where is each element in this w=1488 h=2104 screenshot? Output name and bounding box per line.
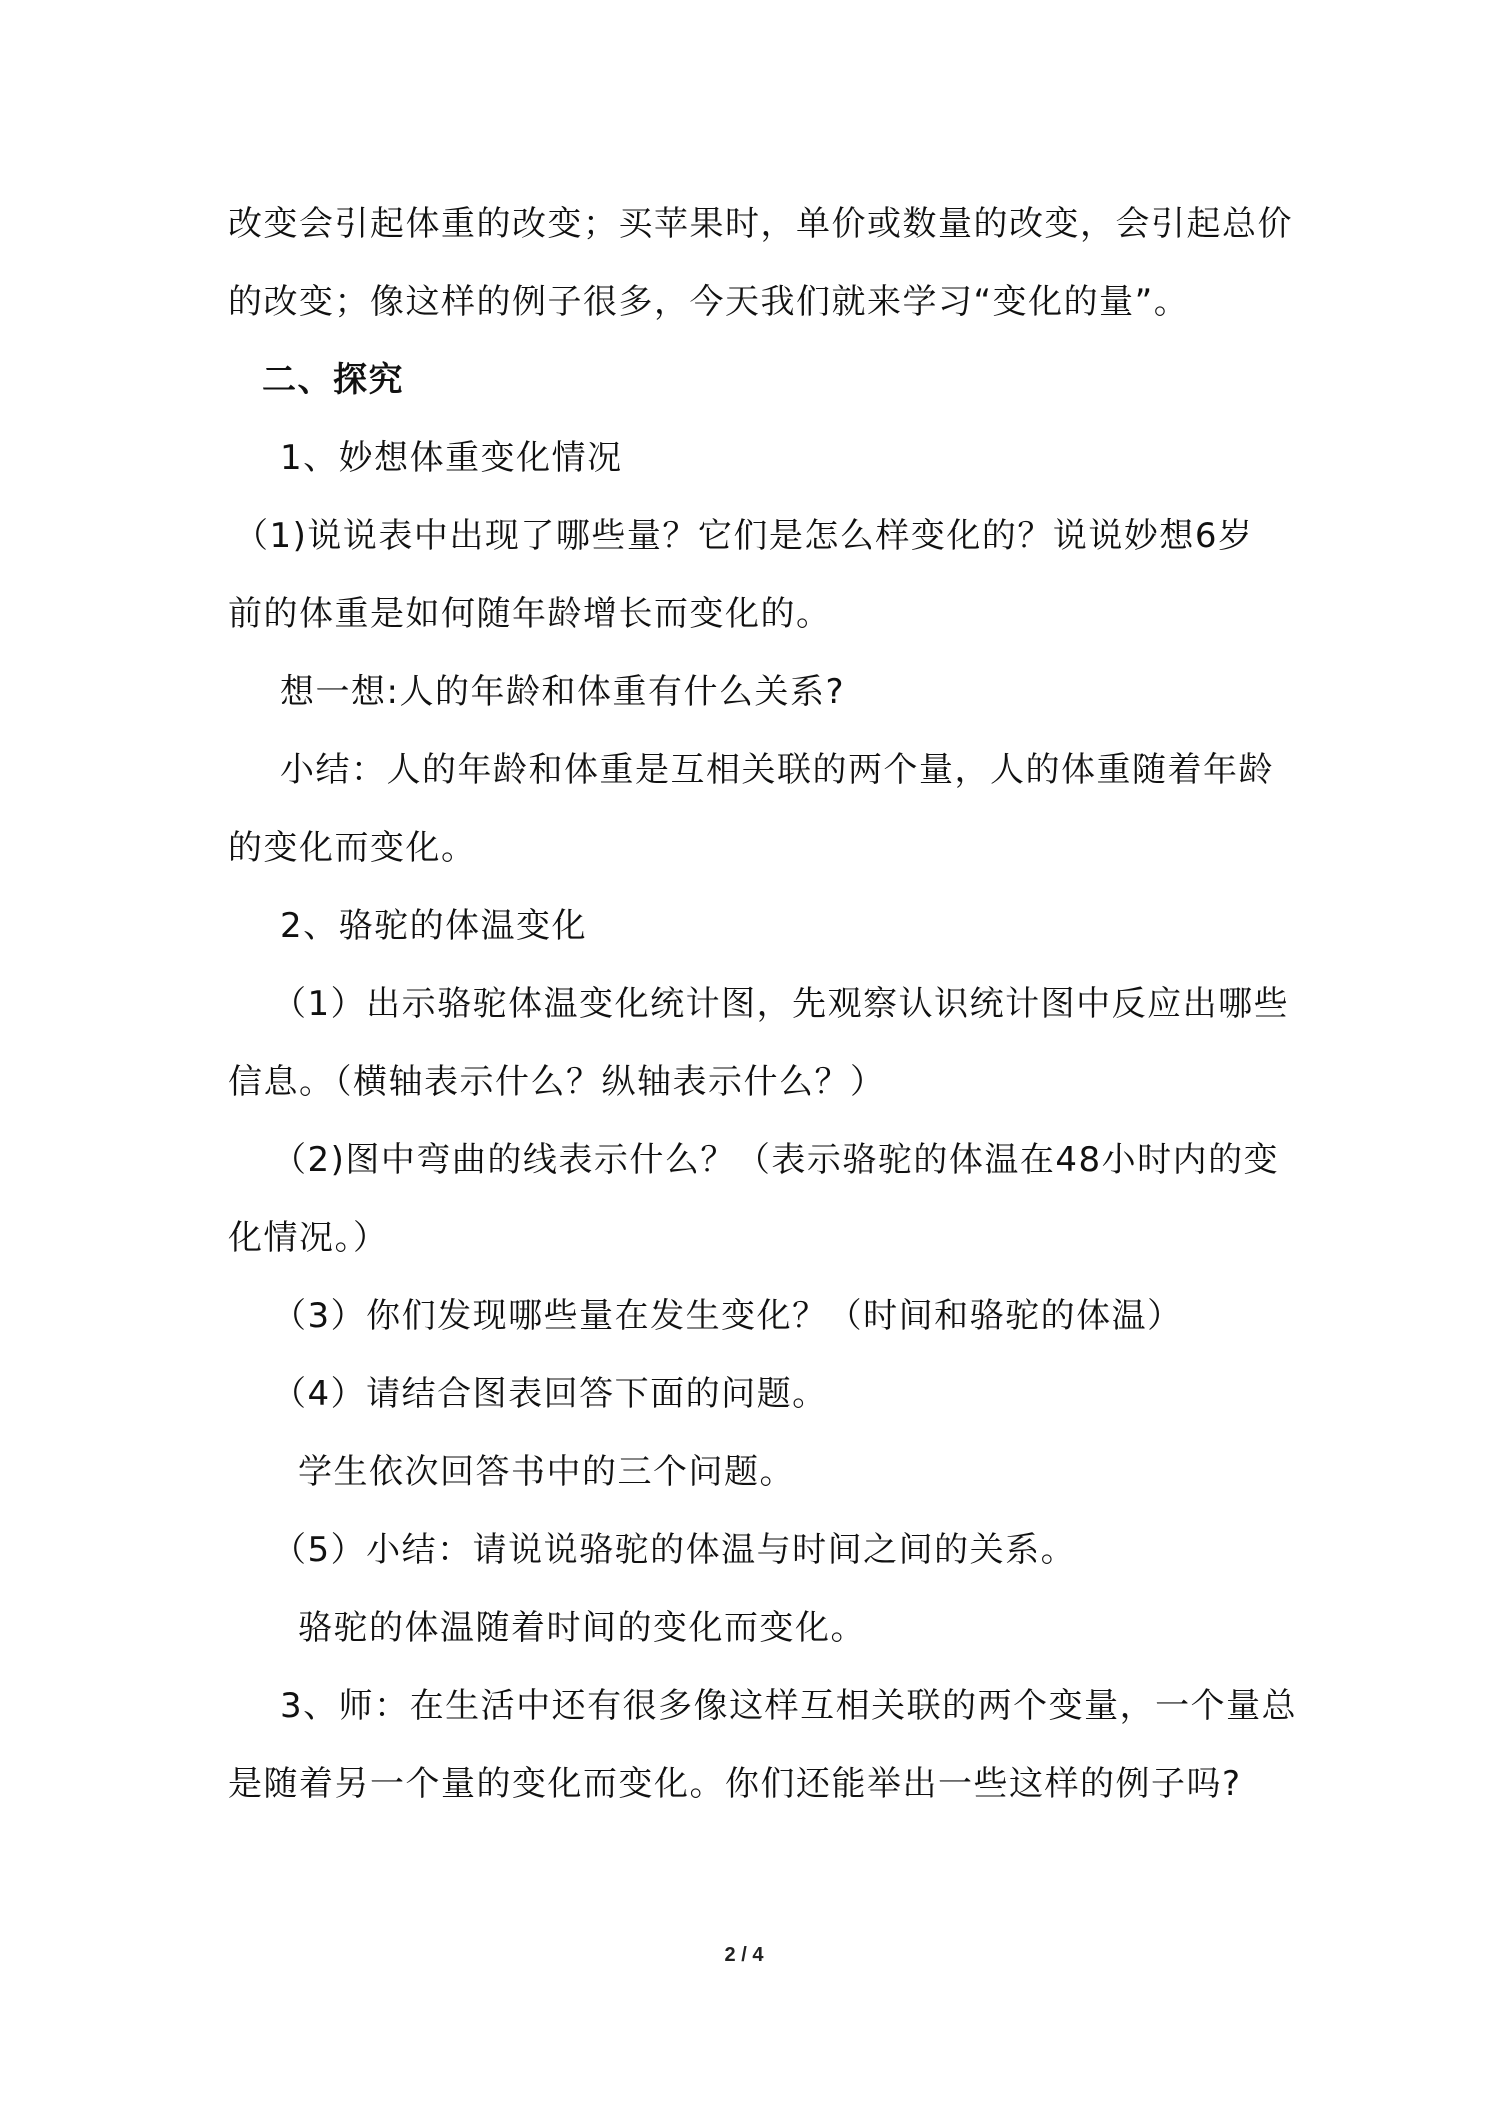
paragraph-line: 3、师：在生活中还有很多像这样互相关联的两个变量，一个量总 xyxy=(280,1686,1298,1726)
paragraph-line: 骆驼的体温随着时间的变化而变化。 xyxy=(298,1608,866,1648)
paragraph-line: （2)图中弯曲的线表示什么？（表示骆驼的体温在48小时内的变 xyxy=(272,1140,1280,1180)
paragraph-line: （1)说说表中出现了哪些量？它们是怎么样变化的？说说妙想6岁 xyxy=(234,516,1254,556)
paragraph-line: 改变会引起体重的改变；买苹果时，单价或数量的改变，会引起总价 xyxy=(228,204,1293,244)
paragraph-line: （1）出示骆驼体温变化统计图，先观察认识统计图中反应出哪些 xyxy=(272,984,1290,1024)
paragraph-line: 化情况。） xyxy=(228,1218,389,1258)
page-number: 2 / 4 xyxy=(724,1944,764,1966)
paragraph-line: （4）请结合图表回答下面的问题。 xyxy=(272,1374,828,1414)
paragraph-line: 是随着另一个量的变化而变化。你们还能举出一些这样的例子吗? xyxy=(228,1764,1242,1804)
section-heading: 二、探究 xyxy=(262,360,404,400)
paragraph-line: 想一想:人的年龄和体重有什么关系? xyxy=(280,672,845,712)
paragraph-line: 学生依次回答书中的三个问题。 xyxy=(298,1452,795,1492)
paragraph-line: 的改变；像这样的例子很多，今天我们就来学习“变化的量”。 xyxy=(228,282,1190,322)
paragraph-line: （5）小结：请说说骆驼的体温与时间之间的关系。 xyxy=(272,1530,1077,1570)
subsection-heading: 2、骆驼的体温变化 xyxy=(280,906,588,946)
paragraph-line: 的变化而变化。 xyxy=(228,828,477,868)
paragraph-line: 小结：人的年龄和体重是互相关联的两个量，人的体重随着年龄 xyxy=(280,750,1274,790)
paragraph-line: （3）你们发现哪些量在发生变化？（时间和骆驼的体温） xyxy=(272,1296,1183,1336)
subsection-heading: 1、妙想体重变化情况 xyxy=(280,438,623,478)
paragraph-line: 信息。（横轴表示什么？纵轴表示什么？） xyxy=(228,1062,886,1102)
paragraph-line: 前的体重是如何随年龄增长而变化的。 xyxy=(228,594,832,634)
